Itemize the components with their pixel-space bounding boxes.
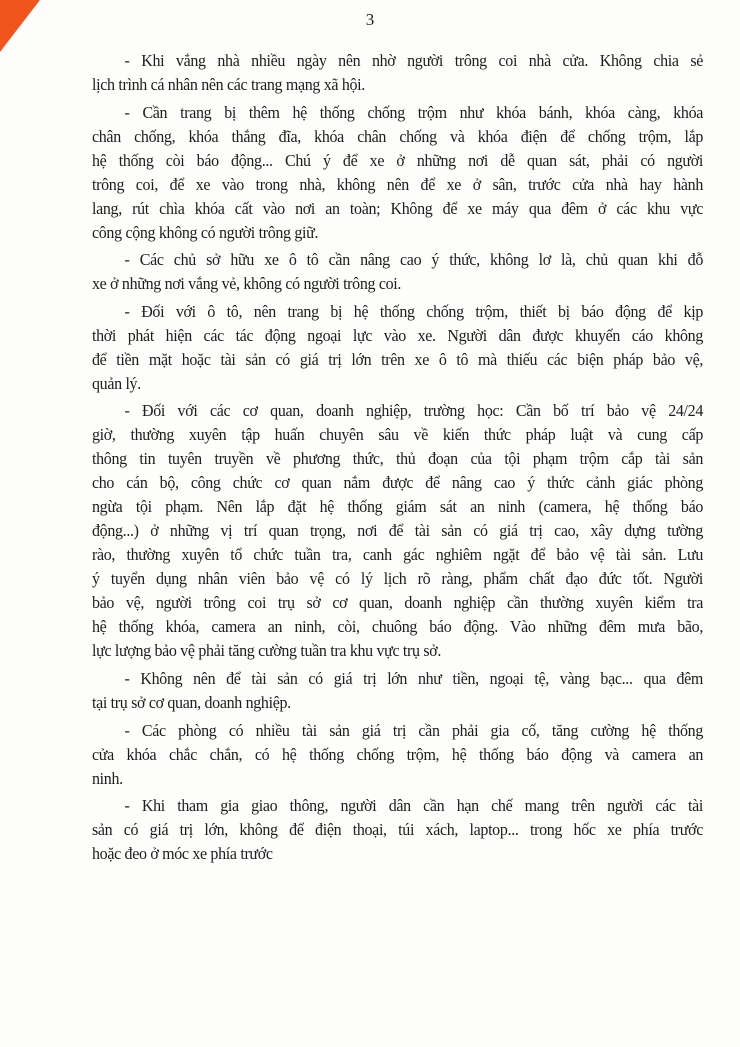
text-line: quản lý.: [92, 373, 141, 393]
text-line: ý tuyển dụng nhân viên bảo vệ có lý lịch rõ ràng, phẩm chất đạo đức tốt. Người: [92, 569, 704, 589]
paragraph: [92, 794, 703, 866]
text-line: thời phát hiện các tác động ngoại lực vào xe. Người dân được khuyến cáo không: [92, 325, 704, 345]
document-body: [92, 49, 703, 870]
text-line: rào, thường xuyên tổ chức tuần tra, canh gác nghiêm ngặt để bảo vệ tài sản. Lưu: [92, 545, 704, 565]
text-line: xe ở những nơi vắng vẻ, không có người trông coi.: [92, 274, 402, 294]
text-line: ngừa tội phạm. Nên lắp đặt hệ thống giám sát an ninh (camera, hệ thống báo: [92, 497, 704, 517]
text-line: - Khi tham gia giao thông, người dân cần hạn chế mang trên người các tài: [124, 796, 704, 816]
text-line: lang, rút chìa khóa cất vào nơi an toàn; Không để xe máy qua đêm ở các khu vực: [92, 198, 704, 218]
paragraph: [92, 399, 703, 663]
text-line: lịch trình cá nhân nên các trang mạng xã hội.: [92, 75, 365, 94]
text-line: cửa khóa chắc chắn, có hệ thống chống trộm, hệ thống báo động và camera an: [92, 744, 704, 764]
text-line: hoặc đeo ở móc xe phía trước: [92, 844, 273, 864]
text-line: - Các phòng có nhiều tài sản giá trị cần phải gia cố, tăng cường hệ thống: [124, 720, 704, 740]
text-line: để tiền mặt hoặc tài sản có giá trị lớn trên xe ô tô mà thiếu các biện pháp bảo vệ,: [92, 349, 704, 369]
paragraph: [92, 101, 703, 245]
text-line: - Khi vắng nhà nhiều ngày nên nhờ người trông coi nhà cửa. Không chia sẻ: [124, 51, 704, 70]
paragraph: [92, 300, 703, 396]
text-line: ninh.: [92, 768, 123, 788]
paragraph: [92, 49, 703, 97]
paragraph: [92, 719, 703, 791]
text-line: trông coi, để xe vào trong nhà, không nên để xe ở sân, trước cửa nhà hay hành: [92, 174, 704, 194]
text-line: thông tin tuyên truyền về phương thức, thủ đoạn của tội phạm trộm cắp tài sản: [92, 449, 704, 469]
text-line: giờ, thường xuyên tập huấn chuyên sâu về kiến thức pháp luật và cung cấp: [92, 425, 704, 445]
text-line: chân chống, khóa thắng đĩa, khóa chân chống và khóa điện để chống trộm, lắp: [92, 126, 704, 146]
text-line: - Các chủ sở hữu xe ô tô cần nâng cao ý thức, không lơ là, chủ quan khi đỗ: [124, 250, 704, 270]
text-line: hệ thống còi báo động... Chú ý để xe ở những nơi dễ quan sát, phải có người: [92, 150, 704, 170]
paragraph: [92, 248, 703, 296]
text-line: động...) ở những vị trí quan trọng, nơi để tài sản có giá trị cao, xây dựng tường: [92, 521, 704, 541]
paragraph: [92, 667, 703, 715]
text-line: bảo vệ, người trông coi trụ sở cơ quan, doanh nghiệp cần thường xuyên kiểm tra: [92, 593, 704, 613]
text-line: tại trụ sở cơ quan, doanh nghiệp.: [92, 692, 291, 712]
text-line: công cộng không có người trông giữ.: [92, 222, 319, 242]
text-line: - Đối với các cơ quan, doanh nghiệp, trường học: Cần bố trí bảo vệ 24/24: [124, 401, 704, 421]
text-line: - Không nên để tài sản có giá trị lớn như tiền, ngoại tệ, vàng bạc... qua đêm: [124, 668, 704, 688]
text-line: - Đối với ô tô, nên trang bị hệ thống chống trộm, thiết bị báo động để kịp: [124, 301, 704, 321]
text-line: lực lượng bảo vệ phải tăng cường tuần tra khu vực trụ sở.: [92, 641, 442, 661]
page-number: 3: [365, 10, 375, 29]
text-line: cho cán bộ, công chức cơ quan nắm được để nâng cao ý thức cảnh giác phòng: [92, 473, 704, 493]
text-line: hệ thống khóa, camera an ninh, còi, chuông báo động. Vào những đêm mưa bão,: [92, 617, 704, 637]
text-line: sản có giá trị lớn, không để điện thoại, túi xách, laptop... trong hốc xe phía trước: [92, 820, 704, 840]
text-line: - Cần trang bị thêm hệ thống chống trộm như khóa bánh, khóa càng, khóa: [124, 102, 704, 122]
